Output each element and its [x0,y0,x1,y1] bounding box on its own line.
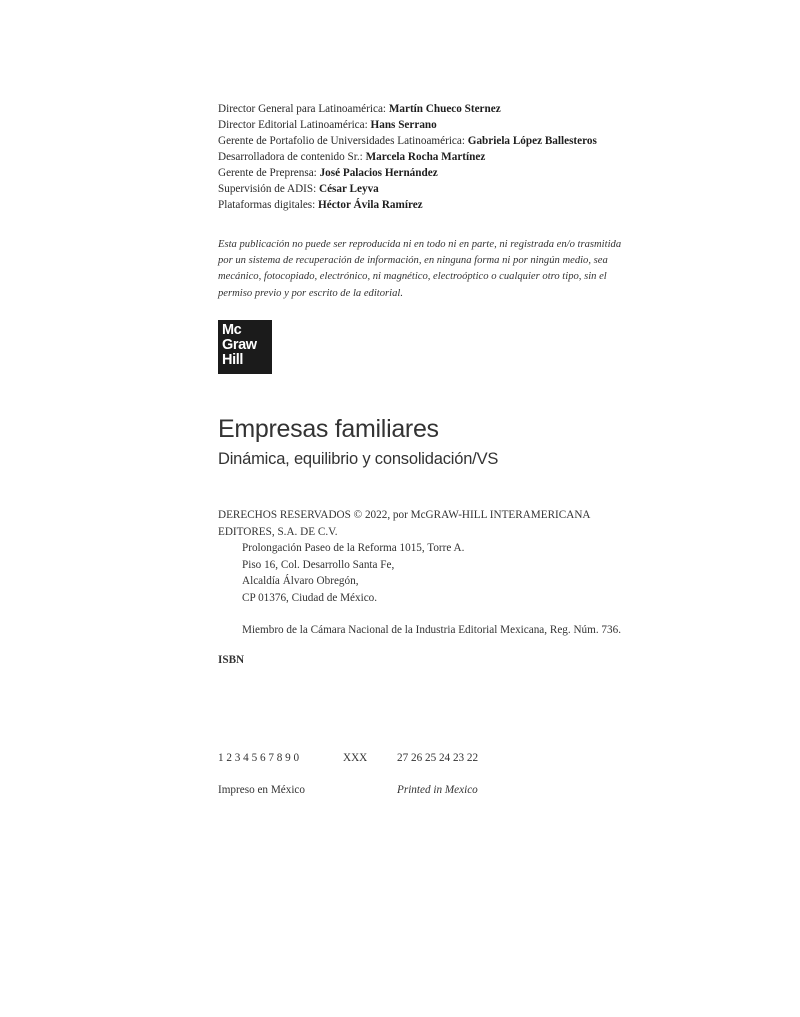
address-line: Prolongación Paseo de la Reforma 1015, Torre A. [242,542,465,554]
credit-role: Gerente de Portafolio de Universidades Latinoamérica: [218,135,465,147]
credit-name: César Leyva [319,183,379,195]
credit-role: Director Editorial Latinoamérica: [218,119,368,131]
credit-role: Gerente de Preprensa: [218,167,317,179]
credit-role: Plataformas digitales: [218,199,316,211]
publisher-address [242,540,718,606]
credit-name: Gabriela López Ballesteros [467,135,597,147]
book-subtitle: Dinámica, equilibrio y consolidación/VS [218,450,499,468]
notice-line: permiso previo y por escrito de la editorial. [218,287,403,299]
chamber-membership: Miembro de la Cámara Nacional de la Industria Editorial Mexicana, Reg. Núm. 736. [242,624,622,636]
notice-line: Esta publicación no puede ser reproducida ni en todo ni en parte, ni registrada en/o trasmitida [218,239,622,250]
printed-in-spanish: Impreso en México [218,784,305,796]
credit-role: Desarrolladora de contenido Sr.: [218,151,363,163]
credit-line [218,133,738,149]
credits-block [218,101,738,213]
credit-name: Marcela Rocha Martínez [365,151,486,163]
address-line: Piso 16, Col. Desarrollo Santa Fe, [242,558,395,571]
credit-line [218,181,738,197]
print-run-years: 27 26 25 24 23 22 [397,752,479,764]
mcgraw-hill-logo [218,320,272,374]
rights-line: DERECHOS RESERVADOS © 2022, por McGRAW-HILL INTERAMERICANA [218,509,591,521]
credit-name: José Palacios Hernández [319,167,438,179]
logo-line: Graw [222,337,257,353]
address-line: Alcaldía Álvaro Obregón, [242,575,359,587]
credit-name: Héctor Ávila Ramírez [318,199,423,211]
credit-name: Hans Serrano [370,119,437,131]
print-run-code: XXX [343,752,368,764]
credit-line [218,165,738,181]
credit-line [218,197,738,213]
logo-line: Mc [222,322,242,338]
credit-line [218,149,738,165]
credit-line [218,117,738,133]
rights-block [218,507,718,606]
printed-in-english: Printed in Mexico [397,784,478,796]
book-title: Empresas familiares [218,415,439,443]
credit-name: Martín Chueco Sternez [388,103,501,115]
rights-line: EDITORES, S.A. DE C.V. [218,525,338,538]
notice-line: por un sistema de recuperación de información, en ninguna forma ni por ningún medio, sea [218,255,608,267]
credit-line [218,101,738,117]
credit-role: Supervisión de ADIS: [218,183,317,195]
credit-role: Director General para Latinoamérica: [218,103,387,115]
logo-line: Hill [222,352,243,368]
print-run-digits: 1 2 3 4 5 6 7 8 9 0 [218,752,300,764]
address-line: CP 01376, Ciudad de México. [242,591,378,604]
notice-line: mecánico, fotocopiado, electrónico, ni magnético, electroóptico o cualquier otro tipo, sin el [218,271,607,283]
copyright-notice [218,237,698,302]
isbn-label: ISBN [218,654,245,666]
